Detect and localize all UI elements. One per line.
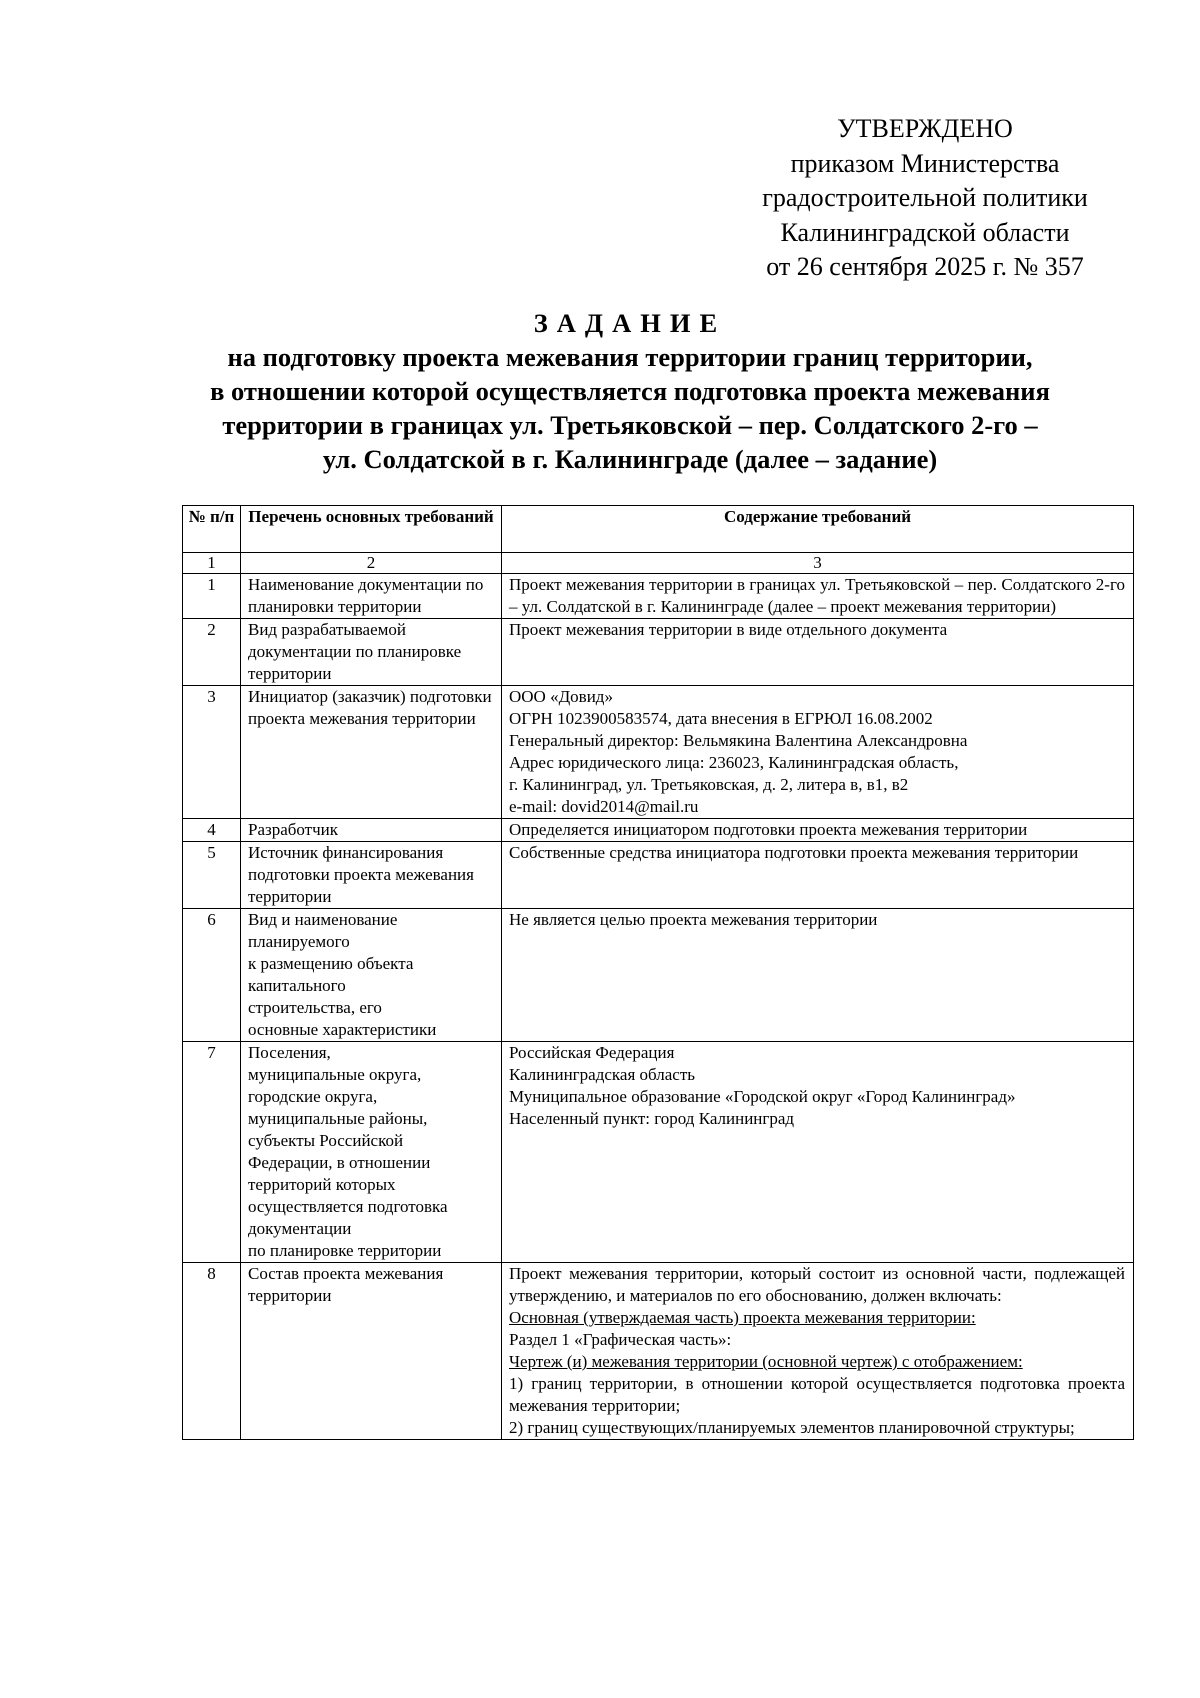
column-number: 2 [241, 553, 502, 574]
requirement-line: муниципальные районы, [248, 1109, 428, 1128]
header-name: Перечень основных требований [241, 506, 502, 553]
requirement-line: планируемого [248, 932, 350, 951]
row-content: Не является целью проекта межевания территории [502, 909, 1134, 1042]
table-row [183, 1042, 1134, 1263]
composition-intro: Проект межевания территории, который состоит из основной части, подлежащей утверждению, и материалов по его обоснованию, должен включать: [509, 1264, 1125, 1305]
row-content: Проект межевания территории в границах ул. Третьяковской – пер. Солдатского 2-го – ул. Солдатской в г. Калининграде (далее – проект межевания территории) [502, 574, 1134, 619]
row-content [502, 686, 1134, 819]
row-content: Определяется инициатором подготовки проекта межевания территории [502, 819, 1134, 842]
table-row [183, 1263, 1134, 1440]
row-requirement: Источник финансирования подготовки проекта межевания территории [241, 842, 502, 909]
requirement-line: основные характеристики [248, 1020, 437, 1039]
row-number: 4 [183, 819, 241, 842]
initiator-address: Адрес юридического лица: 236023, Калининградская область, [509, 753, 959, 772]
initiator-email: e-mail: dovid2014@mail.ru [509, 797, 699, 816]
column-number: 3 [502, 553, 1134, 574]
header-content: Содержание требований [502, 506, 1134, 553]
row-number: 1 [183, 574, 241, 619]
row-requirement: Наименование документации по планировки территории [241, 574, 502, 619]
requirement-line: Федерации, в отношении [248, 1153, 431, 1172]
approval-block [735, 112, 1115, 285]
approval-heading: УТВЕРЖДЕНО [837, 114, 1013, 143]
requirement-line: документации [248, 1219, 352, 1238]
row-content [502, 1263, 1134, 1440]
requirement-line: Поселения, [248, 1043, 331, 1062]
row-number: 2 [183, 619, 241, 686]
table-row [183, 619, 1134, 686]
initiator-ogrn: ОГРН 1023900583574, дата внесения в ЕГРЮЛ 16.08.2002 [509, 709, 933, 728]
row-requirement: Состав проекта межевания территории [241, 1263, 502, 1440]
title-line-4: ул. Солдатской в г. Калининграде (далее – задание) [322, 444, 938, 474]
initiator-address-city: г. Калининград, ул. Третьяковская, д. 2, литера в, в1, в2 [509, 775, 909, 794]
territory-country: Российская Федерация [509, 1043, 675, 1062]
territory-settlement: Населенный пункт: город Калининград [509, 1109, 795, 1128]
composition-drawing: Чертеж (и) межевания территории (основной чертеж) с отображением: [509, 1352, 1023, 1371]
table-row [183, 842, 1134, 909]
row-content [502, 1042, 1134, 1263]
requirement-line: городские округа, [248, 1087, 378, 1106]
row-requirement: Разработчик [241, 819, 502, 842]
requirement-line: Вид и наименование [248, 910, 398, 929]
approval-ministry: градостроительной политики [762, 183, 1088, 212]
composition-item-2: 2) границ существующих/планируемых элементов планировочной структуры; [509, 1418, 1075, 1437]
composition-item-1: 1) границ территории, в отношении которой осуществляется подготовка проекта межевания территории; [509, 1374, 1125, 1415]
table-row [183, 819, 1134, 842]
territory-region: Калининградская область [509, 1065, 695, 1084]
table-header-row [183, 506, 1134, 553]
requirements-table [182, 505, 1134, 1440]
requirement-line: осуществляется подготовка [248, 1197, 448, 1216]
title-line-2: в отношении которой осуществляется подготовка проекта межевания [210, 376, 1050, 406]
row-requirement: Инициатор (заказчик) подготовки проекта межевания территории [241, 686, 502, 819]
composition-section-1: Раздел 1 «Графическая часть»: [509, 1330, 732, 1349]
row-number: 5 [183, 842, 241, 909]
row-number: 6 [183, 909, 241, 1042]
row-content: Проект межевания территории в виде отдельного документа [502, 619, 1134, 686]
table-row [183, 686, 1134, 819]
approval-date-number: от 26 сентября 2025 г. № 357 [766, 252, 1084, 281]
composition-main-part: Основная (утверждаемая часть) проекта межевания территории: [509, 1308, 976, 1327]
title-line-1: на подготовку проекта межевания территории границ территории, [227, 342, 1033, 372]
header-num: № п/п [183, 506, 241, 553]
approval-region: Калининградской области [780, 217, 1070, 247]
document-title [130, 306, 1130, 476]
requirement-line: субъекты Российской [248, 1131, 404, 1150]
requirement-line: к размещению объекта [248, 954, 414, 973]
initiator-director: Генеральный директор: Вельмякина Валентина Александровна [509, 731, 968, 750]
requirement-line: по планировке территории [248, 1241, 442, 1260]
requirement-line: строительства, его [248, 998, 382, 1017]
row-requirement [241, 909, 502, 1042]
row-number: 3 [183, 686, 241, 819]
row-number: 7 [183, 1042, 241, 1263]
title-line-3: территории в границах ул. Третьяковской – пер. Солдатского 2-го – [222, 410, 1038, 440]
title-word: ЗАДАНИЕ [533, 308, 727, 338]
row-requirement [241, 1042, 502, 1263]
row-number: 8 [183, 1263, 241, 1440]
column-number: 1 [183, 553, 241, 574]
row-content: Собственные средства инициатора подготовки проекта межевания территории [502, 842, 1134, 909]
column-numbers-row [183, 553, 1134, 574]
table-row [183, 909, 1134, 1042]
row-requirement: Вид разрабатываемой документации по планировке территории [241, 619, 502, 686]
requirement-line: территорий которых [248, 1175, 396, 1194]
initiator-name: ООО «Довид» [509, 687, 613, 706]
table-row [183, 574, 1134, 619]
requirement-line: капитального [248, 976, 346, 995]
requirement-line: муниципальные округа, [248, 1065, 422, 1084]
approval-order: приказом Министерства [790, 148, 1060, 178]
territory-municipality: Муниципальное образование «Городской округ «Город Калининград» [509, 1087, 1016, 1106]
